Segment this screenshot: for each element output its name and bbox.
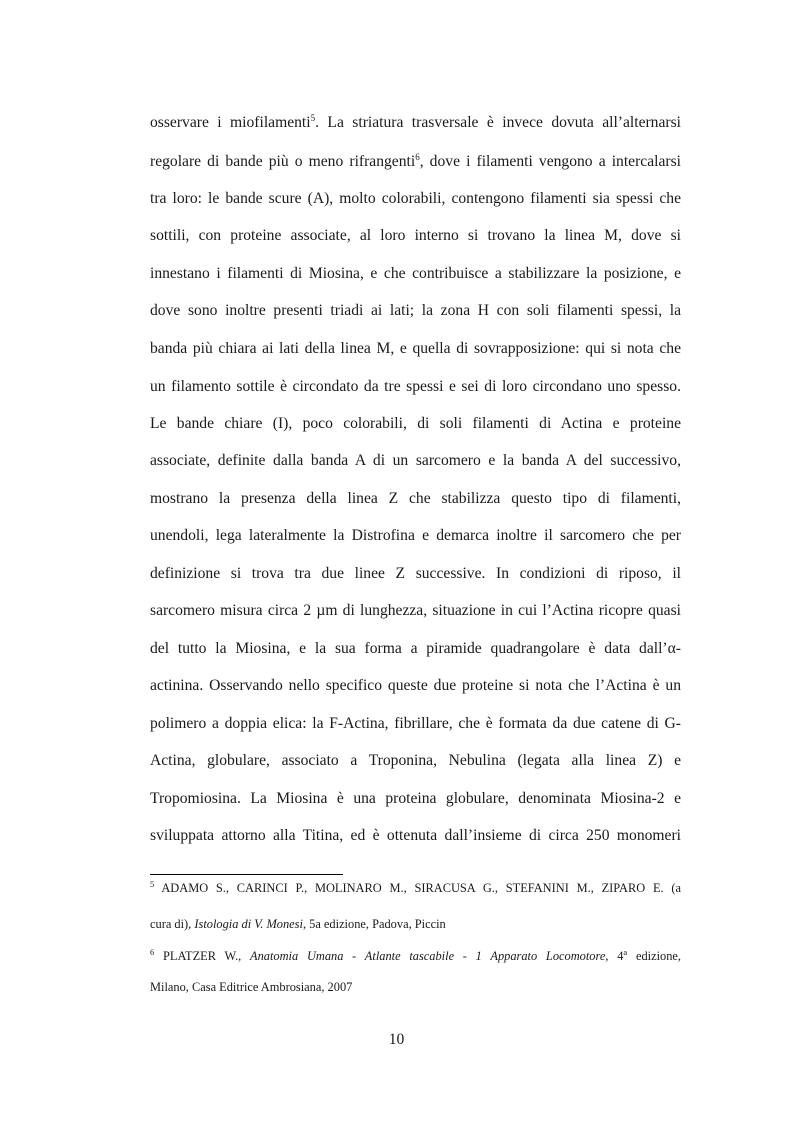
body-line-text: sviluppata attorno alla Titina, ed è ottenuta dall’insieme di circa 250 monomeri <box>150 827 681 844</box>
body-line <box>150 301 681 321</box>
footnote-5-line-2 <box>150 916 681 932</box>
footnote-6-line-1 <box>150 948 681 964</box>
footnote-6-title: Anatomia Umana - Atlante tascabile - 1 Apparato Locomotore <box>250 949 606 963</box>
body-line-text: banda più chiara ai lati della linea M, e quella di sovrapposizione: qui si nota che <box>150 340 681 357</box>
body-line-text: mostrano la presenza della linea Z che stabilizza questo tipo di filamenti, <box>150 490 681 507</box>
body-line <box>150 264 681 284</box>
footnote-6-author: PLATZER W., <box>163 949 251 963</box>
footnote-5-cont: cura di), <box>150 917 195 931</box>
page-number: 10 <box>388 1031 405 1048</box>
footnote-reference: 6 <box>415 152 420 162</box>
footnote-5-line-1 <box>150 880 681 896</box>
body-line-text: sarcomero misura circa 2 µm di lunghezza, situazione in cui l’Actina ricopre quasi <box>150 602 681 619</box>
body-line <box>150 526 681 546</box>
body-line <box>150 751 681 771</box>
body-line-text-cont: , dove i filamenti vengono a intercalarsi <box>419 153 681 170</box>
body-line <box>150 152 681 172</box>
body-line-text: innestano i filamenti di Miosina, e che contribuisce a stabilizzare la posizione, e <box>150 265 681 282</box>
body-line-text: Actina, globulare, associato a Troponina, Nebulina (legata alla linea Z) e <box>150 752 681 769</box>
body-line <box>150 639 681 659</box>
body-line-text: regolare di bande più o meno rifrangenti <box>150 153 416 170</box>
body-line <box>150 226 681 246</box>
body-line <box>150 339 681 359</box>
body-line-text: Tropomiosina. La Miosina è una proteina globulare, denominata Miosina-2 e <box>150 790 681 807</box>
body-line-text: un filamento sottile è circondato da tre spessi e sei di loro circondano uno spesso. <box>150 378 681 395</box>
body-line <box>150 189 681 209</box>
body-line-text: sottili, con proteine associate, al loro interno si trovano la linea M, dove si <box>150 227 681 244</box>
body-line <box>150 564 681 584</box>
body-line <box>150 377 681 397</box>
footnote-5-mark: 5 <box>150 879 155 889</box>
body-line <box>150 789 681 809</box>
body-line-text-cont: . La striatura trasversale è invece dovuta all’alternarsi <box>315 114 681 131</box>
body-line-text: unendoli, lega lateralmente la Distrofina e demarca inoltre il sarcomero che per <box>150 527 681 544</box>
body-line-text: dove sono inoltre presenti triadi ai lati; la zona H con soli filamenti spessi, la <box>150 302 681 319</box>
body-line <box>150 113 681 133</box>
body-line <box>150 601 681 621</box>
body-line-text: polimero a doppia elica: la F-Actina, fibrillare, che è formata da due catene di G- <box>150 715 681 732</box>
body-line-text: del tutto la Miosina, e la sua forma a piramide quadrangolare è data dall’α- <box>150 640 681 657</box>
body-line <box>150 676 681 696</box>
body-line-text: definizione si trova tra due linee Z successive. In condizioni di riposo, il <box>150 565 681 582</box>
body-line-text: Le bande chiare (I), poco colorabili, di soli filamenti di Actina e proteine <box>150 415 681 432</box>
body-line-text: tra loro: le bande scure (A), molto colorabili, contengono filamenti sia spessi che <box>150 190 681 207</box>
footnote-6-line-2: Milano, Casa Editrice Ambrosiana, 2007 <box>150 980 353 994</box>
footnote-reference: 5 <box>310 113 316 123</box>
footnote-5-text: ADAMO S., CARINCI P., MOLINARO M., SIRACUSA G., STEFANINI M., ZIPARO E. (a <box>161 881 682 895</box>
body-line <box>150 489 681 509</box>
footnote-separator <box>150 874 343 875</box>
body-line-text: associate, definite dalla banda A di un sarcomero e la banda A del successivo, <box>150 452 681 469</box>
footnote-5-edition: , 5a edizione, Padova, Piccin <box>302 917 446 931</box>
footnote-6-edition-sup: a <box>623 947 628 957</box>
footnote-6-edition-b: edizione, <box>627 949 682 963</box>
body-line-text: osservare i miofilamenti <box>150 114 311 131</box>
body-line <box>150 714 681 734</box>
footnote-6-edition-a: , 4 <box>605 949 624 963</box>
body-line <box>150 826 681 846</box>
footnote-6-mark: 6 <box>150 947 155 957</box>
body-line <box>150 451 681 471</box>
body-line <box>150 414 681 434</box>
footnote-5-title: Istologia di V. Monesi <box>194 917 303 931</box>
body-line-text: actinina. Osservando nello specifico queste due proteine si nota che l’Actina è un <box>150 677 681 694</box>
